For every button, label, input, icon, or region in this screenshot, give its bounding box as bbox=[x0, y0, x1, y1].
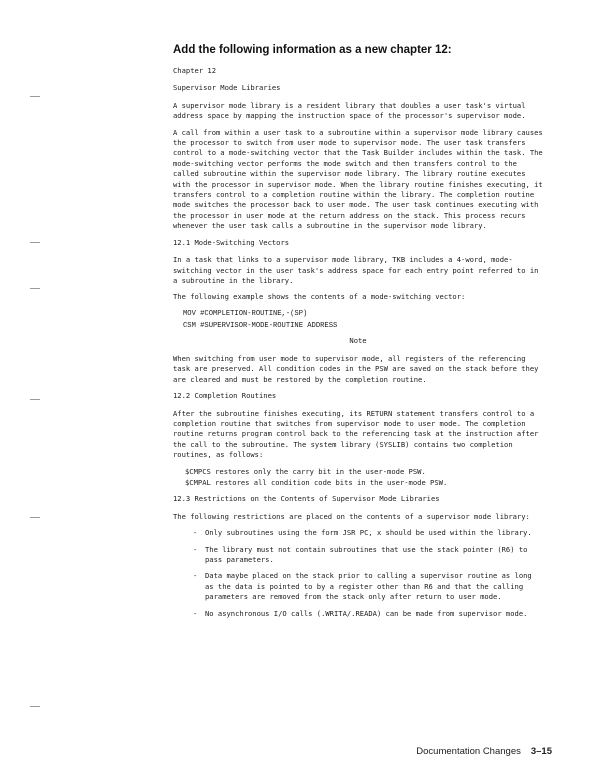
note-text: When switching from user mode to supervisor mode, all registers of the referencing task are preserved. All condition codes in the PSW are saved on the stack before they are cleared and must be restored by the completion routine. bbox=[173, 353, 539, 384]
list-item bbox=[193, 609, 543, 619]
chapter-title: Supervisor Mode Libraries bbox=[173, 83, 281, 93]
margin-mark bbox=[30, 706, 40, 707]
paragraph: In a task that links to a supervisor mode library, TKB includes a 4-word, mode-switching vector in the user task's address space for each entry point referred to in a subroutine in the library. bbox=[173, 255, 539, 285]
dash-marker: - bbox=[193, 571, 198, 581]
paragraph: The following example shows the contents of a mode-switching vector: bbox=[173, 292, 466, 302]
code-line: MOV #COMPLETION-ROUTINE,-(SP) bbox=[183, 309, 308, 318]
margin-mark bbox=[30, 517, 40, 518]
list-item bbox=[193, 545, 543, 566]
list-item bbox=[193, 571, 543, 602]
paragraph: The following restrictions are placed on the contents of a supervisor mode library: bbox=[173, 511, 530, 521]
page-number: 3–15 bbox=[530, 746, 552, 757]
list-item-text: Data maybe placed on the stack prior to calling a supervisor routine as long as the data is pointed to by a register other than R6 and that the calling parameters are removed from the stack only after return to user mode. bbox=[205, 571, 532, 602]
restriction-list bbox=[173, 528, 543, 619]
dash-marker: - bbox=[193, 528, 198, 538]
paragraph: A call from within a user task to a subroutine within a supervisor mode library causes the processor to switch from user mode to supervisor mode. The user task transfers control to a mode-switching vector that the Task Builder includes within the task. The mode-switching vector performs the mode switch and then transfers control to the called subroutine within the supervisor mode library. The library routine executes with the processor in supervisor mode. When the library routine finishes executing, it transfers control to a completion routine within the library. The completion routine mode switches the processor back to user mode. The user task continues executing with the processor in user mode at the return address on the stack. This process recurs whenever the user task calls a subroutine in the supervisor mode library. bbox=[173, 127, 543, 231]
margin-mark bbox=[30, 96, 40, 97]
margin-mark bbox=[30, 288, 40, 289]
list-item-text: Only subroutines using the form JSR PC, x should be used within the library. bbox=[205, 528, 532, 538]
chapter-label: Chapter 12 bbox=[173, 66, 216, 75]
routine-line: $CMPAL restores all condition code bits in the user-mode PSW. bbox=[185, 478, 448, 487]
section-title: 12.1 Mode-Switching Vectors bbox=[173, 237, 290, 247]
dash-marker: - bbox=[193, 544, 198, 554]
list-item-text: No asynchronous I/O calls (.WRITA/.READA) can be made from supervisor mode. bbox=[205, 608, 528, 618]
routine-line: $CMPCS restores only the carry bit in the user-mode PSW. bbox=[185, 466, 426, 476]
page-heading: Add the following information as a new chapter 12: bbox=[173, 44, 452, 56]
note-title: Note bbox=[349, 335, 367, 345]
margin-mark bbox=[30, 399, 40, 400]
body-text bbox=[173, 66, 543, 625]
paragraph: After the subroutine finishes executing, its RETURN statement transfers control to a completion routine that switches from supervisor mode to user mode. The completion routine returns program control back to the referencing task at the instruction after the call to the subroutine. The system library (SYSLIB) contains two completion routines, as follows: bbox=[173, 408, 539, 460]
code-line: CSM #SUPERVISOR-MODE-ROUTINE ADDRESS bbox=[183, 322, 338, 331]
list-item-text: The library must not contain subroutines that use the stack pointer (R6) to pass parameters. bbox=[205, 544, 528, 565]
footer-label: Documentation Changes bbox=[416, 746, 521, 757]
page-footer bbox=[416, 746, 552, 757]
paragraph: A supervisor mode library is a resident library that doubles a user task's virtual address space by mapping the instruction space of the processor's supervisor mode. bbox=[173, 100, 526, 121]
section-title: 12.3 Restrictions on the Contents of Supervisor Mode Libraries bbox=[173, 494, 440, 504]
dash-marker: - bbox=[193, 608, 198, 618]
margin-mark bbox=[30, 242, 40, 243]
list-item bbox=[193, 528, 543, 538]
section-title: 12.2 Completion Routines bbox=[173, 391, 277, 401]
